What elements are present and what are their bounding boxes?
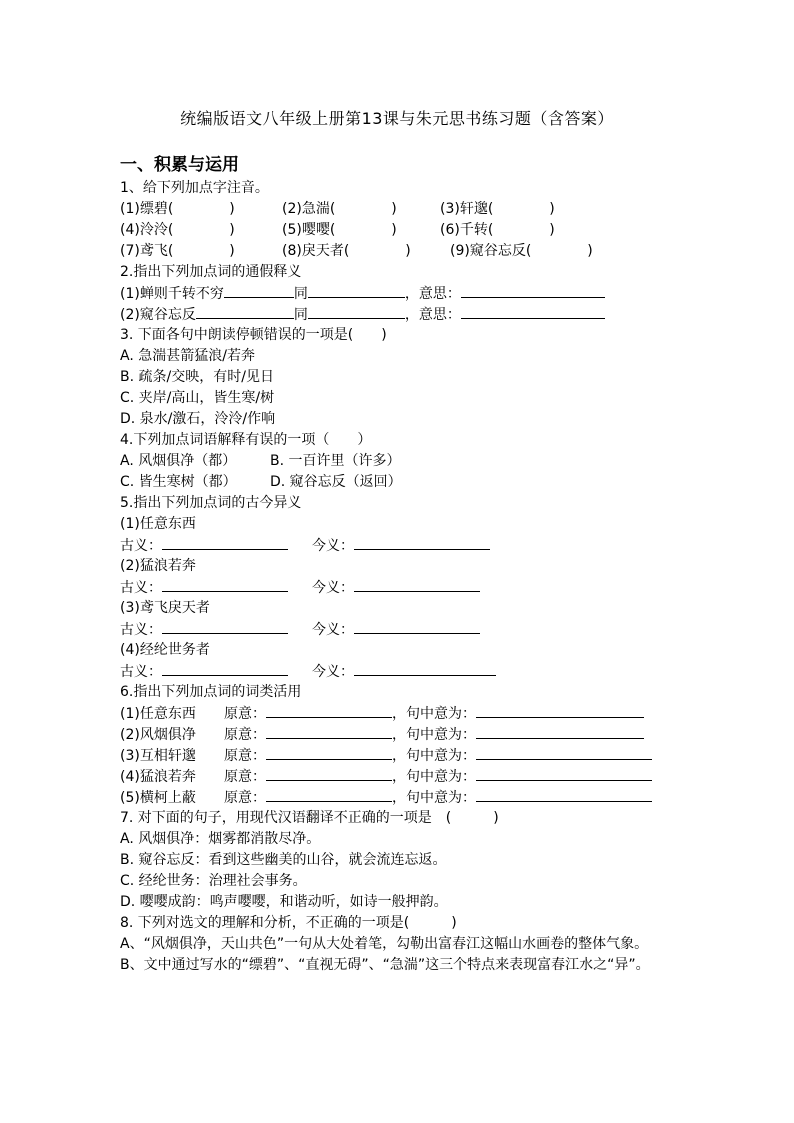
answer-blank[interactable]: [476, 703, 644, 718]
q6-item: (5)横柯上蔽: [120, 790, 196, 806]
answer-blank[interactable]: [354, 535, 490, 550]
answer-blank[interactable]: [354, 619, 480, 634]
option-b: B、文中通过写水的“缥碧”、“直视无碍”、“急湍”这三个特点来表现富春江水之“异”。: [120, 957, 650, 973]
answer-blank[interactable]: [354, 661, 496, 676]
pinyin-item: (9)窥谷忘反( ): [450, 243, 593, 259]
option-c: C. 经纶世务：治理社会事务。: [120, 873, 307, 889]
pinyin-item: (8)戾天者( ): [282, 243, 411, 259]
option-d: D. 嘤嘤成韵：鸣声嘤嘤，和谐动听，如诗一般押韵。: [120, 894, 448, 910]
answer-blank[interactable]: [224, 283, 294, 298]
answer-blank[interactable]: [162, 661, 288, 676]
sentence-label: ，句中意为：: [392, 706, 476, 722]
question-6-stem: 6.指出下列加点词的词类活用: [120, 684, 302, 700]
answer-blank[interactable]: [266, 787, 392, 802]
option-c: C. 夹岸/高山，皆生寒/树: [120, 390, 275, 406]
modern-label: 今义：: [312, 664, 354, 680]
answer-blank[interactable]: [162, 577, 288, 592]
answer-blank[interactable]: [354, 577, 480, 592]
answer-blank[interactable]: [308, 304, 405, 319]
q6-row: [120, 745, 680, 766]
same-label: 同: [293, 307, 308, 323]
meaning-label: ，意思：: [404, 307, 461, 323]
same-label: 同: [293, 286, 308, 302]
sentence-label: ，句中意为：: [392, 727, 476, 743]
pinyin-item: (1)缥碧( ): [120, 201, 235, 217]
answer-blank[interactable]: [476, 724, 644, 739]
option-a: A. 风烟俱净：烟雾都消散尽净。: [120, 831, 321, 847]
question-5-stem: 5.指出下列加点词的古今异义: [120, 495, 302, 511]
original-label: 原意：: [224, 748, 266, 764]
option-b: B. 窥谷忘反：看到这些幽美的山谷，就会流连忘返。: [120, 852, 447, 868]
answer-blank[interactable]: [162, 535, 288, 550]
answer-blank[interactable]: [266, 766, 392, 781]
answer-blank[interactable]: [476, 766, 652, 781]
meaning-label: ，意思：: [404, 286, 461, 302]
answer-blank[interactable]: [266, 724, 392, 739]
question-1-stem: 1、给下列加点字注音。: [120, 180, 269, 196]
question-4-options-ab: [120, 451, 680, 472]
original-label: 原意：: [224, 706, 266, 722]
modern-label: 今义：: [312, 538, 354, 554]
original-label: 原意：: [224, 769, 266, 785]
q5-item: (2)猛浪若奔: [120, 558, 196, 574]
answer-blank[interactable]: [461, 283, 605, 298]
ancient-label: 古义：: [120, 580, 162, 596]
q6-item: (3)互相轩邈: [120, 748, 196, 764]
option-a: A. 风烟俱净（都）: [120, 453, 237, 469]
answer-blank[interactable]: [196, 304, 294, 319]
exercise-content: [120, 178, 680, 976]
question-2-item-1: [120, 283, 680, 304]
answer-blank[interactable]: [476, 787, 652, 802]
q5-item: (1)任意东西: [120, 516, 196, 532]
option-b: B. 疏条/交映，有时/见日: [120, 369, 274, 385]
q5-answer-row: [120, 661, 680, 682]
q5-item: (3)鸢飞戾天者: [120, 600, 210, 616]
answer-blank[interactable]: [162, 619, 288, 634]
question-8-stem: 8. 下列对选文的理解和分析，不正确的一项是( ): [120, 915, 457, 931]
q5-answer-row: [120, 619, 680, 640]
pinyin-item: (4)泠泠( ): [120, 222, 235, 238]
q6-row: [120, 766, 680, 787]
question-2-item-2: [120, 304, 680, 325]
document-title: 统编版语文八年级上册第13课与朱元思书练习题（含答案）: [180, 109, 614, 128]
option-d: D. 窥谷忘反（返回）: [270, 474, 402, 490]
sentence-label: ，句中意为：: [392, 748, 476, 764]
question-4-options-cd: [120, 472, 680, 493]
question-2-stem: 2.指出下列加点词的通假释义: [120, 264, 302, 280]
pinyin-item: (7)鸢飞( ): [120, 243, 235, 259]
pinyin-item: (5)嘤嘤( ): [282, 222, 397, 238]
q5-answer-row: [120, 535, 680, 556]
q6-item: (1)任意东西: [120, 706, 196, 722]
q6-row: [120, 787, 680, 808]
answer-blank[interactable]: [308, 283, 405, 298]
option-a: A. 急湍甚箭猛浪/若奔: [120, 348, 255, 364]
q6-row: [120, 724, 680, 745]
answer-blank[interactable]: [476, 745, 652, 760]
question-text: (1)蝉则千转不穷: [120, 286, 224, 302]
original-label: 原意：: [224, 790, 266, 806]
q5-answer-row: [120, 577, 680, 598]
q6-item: (2)风烟俱净: [120, 727, 196, 743]
ancient-label: 古义：: [120, 538, 162, 554]
q6-row: [120, 703, 680, 724]
question-7-stem: 7. 对下面的句子，用现代汉语翻译不正确的一项是 ( ): [120, 810, 499, 826]
option-c: C. 皆生寒树（都）: [120, 474, 237, 490]
q6-item: (4)猛浪若奔: [120, 769, 196, 785]
pinyin-item: (2)急湍( ): [282, 201, 397, 217]
ancient-label: 古义：: [120, 664, 162, 680]
answer-blank[interactable]: [266, 703, 392, 718]
sentence-label: ，句中意为：: [392, 769, 476, 785]
question-1-row-2: [120, 220, 680, 241]
section-heading: 一、积累与运用: [120, 155, 239, 175]
question-4-stem: 4.下列加点词语解释有误的一项（ ）: [120, 432, 372, 448]
question-3-stem: 3. 下面各句中朗读停顿错误的一项是( ): [120, 327, 387, 343]
option-d: D. 泉水/激石，泠泠/作响: [120, 411, 276, 427]
option-b: B. 一百许里（许多）: [270, 453, 401, 469]
modern-label: 今义：: [312, 580, 354, 596]
original-label: 原意：: [224, 727, 266, 743]
pinyin-item: (6)千转( ): [440, 222, 555, 238]
answer-blank[interactable]: [266, 745, 392, 760]
option-a: A、“风烟俱净，天山共色”一句从大处着笔，勾勒出富春江这幅山水画卷的整体气象。: [120, 936, 649, 952]
ancient-label: 古义：: [120, 622, 162, 638]
answer-blank[interactable]: [461, 304, 605, 319]
question-text: (2)窥谷忘反: [120, 307, 196, 323]
question-1-row-1: [120, 199, 680, 220]
modern-label: 今义：: [312, 622, 354, 638]
sentence-label: ，句中意为：: [392, 790, 476, 806]
pinyin-item: (3)轩邈( ): [440, 201, 555, 217]
question-1-row-3: [120, 241, 680, 262]
q5-item: (4)经纶世务者: [120, 642, 210, 658]
